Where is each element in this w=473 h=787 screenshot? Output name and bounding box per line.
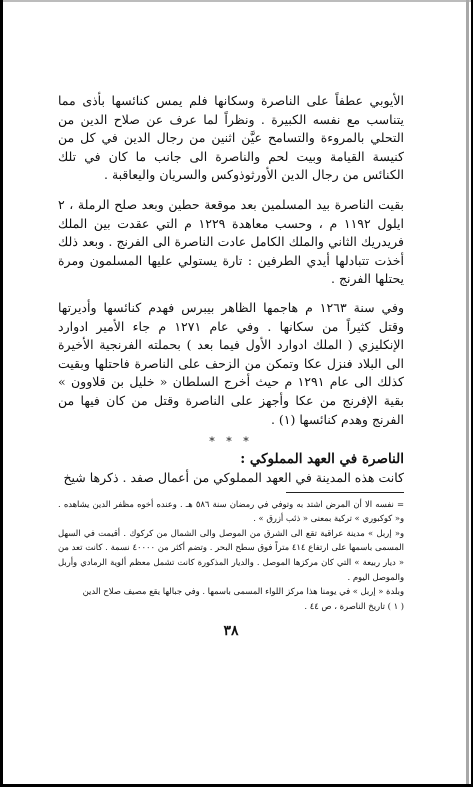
viewer-left-border <box>0 0 3 787</box>
footnote-1: = نفسه الا أن المرض اشتد به وتوفي في رمضان سنة ٥٨٦ هـ . وعنده أخوه مظفر الدين يشاهده . و« كوكبوري » تركية بمعنى « ذئب أزرق » . <box>58 498 405 524</box>
footnote-4: ( ١ ) تاريخ الناصرة ، ص ٤٤ . <box>304 600 404 611</box>
paragraph-2: بقيت الناصرة بيد المسلمين بعد موقعة حطين وبعد صلح الرملة ، ٢ ايلول ١١٩٢ م ، وحسب معاهدة ١٢٢٩ م التي عقدت بين الملك فريدريك الثاني والملك الكامل عادت الناصرة الى الفرنج . وبعد ذلك أخذت تتبادلها أيدي الطرفين : تارة يستولي عليها المسلمون ومرة يحتلها الفرنج . <box>58 196 404 287</box>
book-page <box>58 92 404 639</box>
footnote-2: و« إربل » مدينة عراقية تقع الى الشرق من الموصل والى الشمال من كركوك . أقيمت في السهل المسمى باسمها على ارتفاع ٤١٤ متراً فوق سطح البحر . وتضم أكثر من ٤٠٠٠٠ نسمة . كانت تعد من « ديار ربيعة » التي كان مركزها الموصل . والديار المذكورة كانت تشمل معظم ألوية الرمادي وأربل والموصل اليوم . <box>58 527 404 582</box>
section-paragraph: كانت هذه المدينة في العهد المملوكي من أعمال صفد . ذكرها شيخ <box>63 470 404 486</box>
section-separator: * * * <box>209 435 253 449</box>
page-number: ٣٨ <box>223 623 239 640</box>
paragraph-1: الأيوبي عطفاً على الناصرة وسكانها فلم يمس كنائسها بأذى مما يتناسب مع نفسه الكبيرة . ونظراً لما عرف عن صلاح الدين من التحلي بالمروءة والتسامح عيَّن اثنين من رجال الدين في كل من كنيسة القيامة وبيت لحم والناصرة الى جانب ما كان في تلك الكنائس من رجال الدين الأورثوذوكس والسريان واليعاقبة . <box>58 93 404 183</box>
viewer-top-border <box>0 0 473 2</box>
viewer-scroll-edge <box>466 0 469 787</box>
section-heading: الناصرة في العهد المملوكي : <box>240 451 404 468</box>
footnote-3: وبلدة « إربل » في يومنا هذا مركز اللواء المسمى باسمها . وفي جبالها يقع مصيف صلاح الدين <box>82 586 404 597</box>
paragraph-3: وفي سنة ١٢٦٣ م هاجمها الظاهر بيبرس فهدم كنائسها وأديرتها وقتل كثيراً من سكانها . وفي عام ١٢٧١ م جاء الأمير ادوارد الإنكليزي ( الملك ادوارد الأول فيما بعد ) بحملته الفرنجية الأخيرة الى البلاد فنزل عكا وتمكن من الزحف على الناصرة فاحتلها وبقيت كذلك الى عام ١٢٩١ م حيث أخرج السلطان « خليل بن قلاوون » بقية الإفرنج من عكا وأجهز على الناصرة وقتل من كان فيها من الفرنج وهدم كنائسها (١) . <box>58 299 404 427</box>
footnote-rule <box>286 492 404 493</box>
